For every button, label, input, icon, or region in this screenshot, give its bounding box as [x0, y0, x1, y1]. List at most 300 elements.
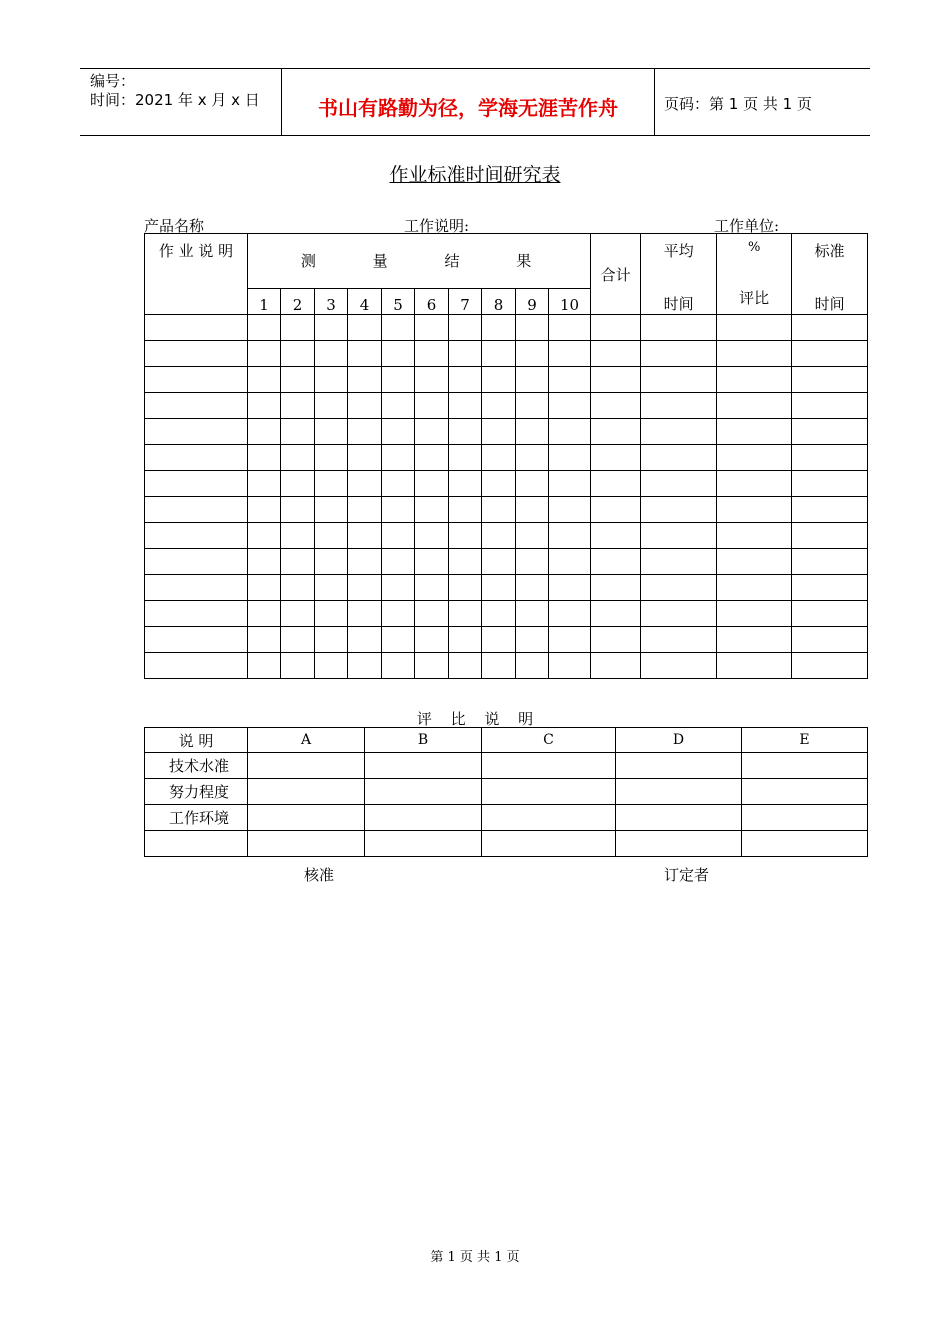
table-cell[interactable]	[641, 523, 717, 549]
table-cell[interactable]	[641, 497, 717, 523]
table-cell[interactable]	[248, 627, 281, 653]
rating-cell[interactable]	[248, 753, 365, 779]
table-cell[interactable]	[482, 315, 516, 341]
table-cell[interactable]	[281, 315, 315, 341]
table-cell[interactable]	[348, 575, 382, 601]
table-cell[interactable]	[315, 653, 348, 679]
header-divider-right	[654, 69, 655, 136]
table-cell[interactable]	[348, 601, 382, 627]
table-cell[interactable]	[315, 419, 348, 445]
table-cell[interactable]	[315, 341, 348, 367]
table-cell[interactable]	[591, 549, 641, 575]
table-cell[interactable]	[591, 341, 641, 367]
table-cell[interactable]	[641, 653, 717, 679]
col-total: 合计	[591, 234, 641, 315]
page-title-text: 作业标准时间研究表	[389, 164, 561, 186]
rating-cell[interactable]	[248, 805, 365, 831]
table-cell[interactable]	[415, 471, 449, 497]
table-cell[interactable]	[549, 445, 591, 471]
table-cell[interactable]	[482, 549, 516, 575]
table-cell[interactable]	[792, 575, 868, 601]
rating-cell[interactable]	[248, 779, 365, 805]
table-cell[interactable]	[415, 315, 449, 341]
product-name-label: 产品名称	[144, 217, 205, 235]
rating-cell[interactable]	[742, 753, 868, 779]
table-cell[interactable]	[549, 367, 591, 393]
table-cell[interactable]	[482, 419, 516, 445]
table-cell[interactable]	[792, 315, 868, 341]
table-cell[interactable]	[641, 445, 717, 471]
page-footer: 第 1 页 共 1 页	[430, 1250, 520, 1265]
rating-cell[interactable]	[365, 805, 482, 831]
table-cell[interactable]	[281, 367, 315, 393]
header-top-rule	[80, 68, 870, 69]
table-cell[interactable]	[792, 445, 868, 471]
table-cell[interactable]	[248, 315, 281, 341]
table-cell[interactable]	[516, 393, 549, 419]
table-cell[interactable]	[641, 315, 717, 341]
motto: 书山有路勤为径，学海无涯苦作舟	[318, 96, 618, 120]
table-cell[interactable]	[792, 471, 868, 497]
table-row	[145, 627, 868, 653]
table-cell[interactable]	[449, 315, 482, 341]
table-cell[interactable]	[145, 445, 248, 471]
table-cell[interactable]	[792, 419, 868, 445]
rating-row	[145, 753, 868, 779]
table-cell[interactable]	[549, 419, 591, 445]
table-cell[interactable]	[591, 601, 641, 627]
rating-section-title	[0, 708, 950, 729]
table-cell[interactable]	[315, 601, 348, 627]
rating-cell[interactable]	[742, 805, 868, 831]
table-cell[interactable]	[315, 627, 348, 653]
table-cell[interactable]	[145, 497, 248, 523]
table-cell[interactable]	[415, 627, 449, 653]
table-cell[interactable]	[717, 627, 792, 653]
table-cell[interactable]	[482, 653, 516, 679]
table-cell[interactable]	[717, 575, 792, 601]
table-cell[interactable]	[415, 575, 449, 601]
table-cell[interactable]	[348, 393, 382, 419]
table-cell[interactable]	[382, 575, 415, 601]
rating-section-title-text: 评 比 说 明	[416, 710, 534, 728]
table-cell[interactable]	[549, 523, 591, 549]
table-row	[145, 315, 868, 341]
table-cell[interactable]	[549, 627, 591, 653]
table-cell[interactable]	[281, 393, 315, 419]
rating-table	[144, 727, 868, 857]
table-cell[interactable]	[516, 523, 549, 549]
table-cell[interactable]	[482, 341, 516, 367]
measurement-number-cell: 10	[549, 288, 591, 314]
table-cell[interactable]	[549, 549, 591, 575]
rating-row	[145, 779, 868, 805]
table-cell[interactable]	[449, 445, 482, 471]
col-rating-percent	[717, 234, 792, 315]
table-cell[interactable]	[641, 549, 717, 575]
table-cell[interactable]	[348, 445, 382, 471]
table-cell[interactable]	[641, 419, 717, 445]
table-cell[interactable]	[348, 419, 382, 445]
table-cell[interactable]	[591, 523, 641, 549]
table-cell[interactable]	[315, 471, 348, 497]
table-cell[interactable]	[591, 627, 641, 653]
table-cell[interactable]	[281, 653, 315, 679]
page-indicator: 页码：第 1 页 共 1 页	[664, 95, 812, 113]
header-bottom-rule	[80, 135, 870, 136]
table-cell[interactable]	[315, 549, 348, 575]
table-row	[145, 549, 868, 575]
table-cell[interactable]	[516, 653, 549, 679]
table-cell[interactable]	[348, 549, 382, 575]
table-cell[interactable]	[516, 627, 549, 653]
table-cell[interactable]	[145, 627, 248, 653]
table-cell[interactable]	[248, 445, 281, 471]
table-row	[145, 419, 868, 445]
measurement-number-cell: 7	[449, 288, 482, 314]
table-cell[interactable]	[281, 445, 315, 471]
table-cell[interactable]	[248, 367, 281, 393]
measurement-number-cell: 4	[348, 288, 382, 314]
table-cell[interactable]	[591, 653, 641, 679]
time-label: 时间	[663, 295, 694, 313]
table-cell[interactable]	[382, 341, 415, 367]
table-cell[interactable]	[248, 549, 281, 575]
table-cell[interactable]	[145, 523, 248, 549]
table-cell[interactable]	[549, 575, 591, 601]
rating-cell[interactable]	[616, 831, 742, 857]
table-cell[interactable]	[641, 341, 717, 367]
table-cell[interactable]	[549, 341, 591, 367]
col-standard-time	[792, 234, 868, 315]
table-cell[interactable]	[591, 471, 641, 497]
rating-row	[145, 805, 868, 831]
measurement-number-cell: 3	[315, 288, 348, 314]
table-cell[interactable]	[348, 497, 382, 523]
table-cell[interactable]	[516, 341, 549, 367]
measurement-number-cell: 9	[516, 288, 549, 314]
table-cell[interactable]	[315, 523, 348, 549]
table-cell[interactable]	[248, 601, 281, 627]
rating-cell[interactable]	[616, 753, 742, 779]
rating-row-label: 技术水准	[145, 753, 248, 779]
table-cell[interactable]	[382, 601, 415, 627]
table-cell[interactable]	[281, 549, 315, 575]
table-cell[interactable]	[145, 419, 248, 445]
table-cell[interactable]	[717, 315, 792, 341]
table-cell[interactable]	[382, 419, 415, 445]
table-cell[interactable]	[549, 471, 591, 497]
table-cell[interactable]	[382, 315, 415, 341]
table-cell[interactable]	[516, 575, 549, 601]
table-cell[interactable]	[792, 601, 868, 627]
table-cell[interactable]	[717, 393, 792, 419]
rating-header-row	[145, 728, 868, 753]
table-cell[interactable]	[145, 601, 248, 627]
col-operation-description: 作 业 说 明	[145, 234, 248, 315]
table-cell[interactable]	[449, 575, 482, 601]
table-cell[interactable]	[516, 445, 549, 471]
table-cell[interactable]	[348, 341, 382, 367]
col-average-time	[641, 234, 717, 315]
table-cell[interactable]	[348, 627, 382, 653]
table-cell[interactable]	[792, 549, 868, 575]
document-date: 时间：2021 年 x 月 x 日	[90, 91, 260, 109]
table-cell[interactable]	[415, 445, 449, 471]
table-cell[interactable]	[348, 315, 382, 341]
table-cell[interactable]	[145, 341, 248, 367]
table-cell[interactable]	[382, 497, 415, 523]
table-cell[interactable]	[281, 341, 315, 367]
table-row	[145, 497, 868, 523]
table-cell[interactable]	[315, 315, 348, 341]
time-study-table	[144, 233, 868, 679]
table-cell[interactable]	[315, 575, 348, 601]
table-cell[interactable]	[348, 523, 382, 549]
rating-cell[interactable]	[482, 805, 616, 831]
table-cell[interactable]	[382, 627, 415, 653]
table-cell[interactable]	[415, 497, 449, 523]
table-cell[interactable]	[717, 367, 792, 393]
table-cell[interactable]	[717, 653, 792, 679]
table-cell[interactable]	[382, 445, 415, 471]
table-cell[interactable]	[449, 471, 482, 497]
table-cell[interactable]	[449, 367, 482, 393]
rating-cell[interactable]	[742, 831, 868, 857]
measurement-number-cell: 6	[415, 288, 449, 314]
table-cell[interactable]	[281, 419, 315, 445]
rating-cell[interactable]	[616, 779, 742, 805]
table-cell[interactable]	[516, 367, 549, 393]
rating-row-label: 努力程度	[145, 779, 248, 805]
table-cell[interactable]	[591, 575, 641, 601]
document-number: 编号：	[90, 72, 136, 90]
table-cell[interactable]	[281, 497, 315, 523]
table-cell[interactable]	[591, 445, 641, 471]
table-cell[interactable]	[717, 419, 792, 445]
rating-row-label	[145, 831, 248, 857]
table-cell[interactable]	[549, 601, 591, 627]
std-time-label: 时间	[814, 295, 845, 313]
table-cell[interactable]	[382, 471, 415, 497]
table-cell[interactable]	[248, 341, 281, 367]
measurement-results-label: 测 量 结 果	[300, 252, 538, 271]
table-cell[interactable]	[717, 445, 792, 471]
table-cell[interactable]	[382, 523, 415, 549]
table-cell[interactable]	[482, 367, 516, 393]
table-cell[interactable]	[382, 393, 415, 419]
table-cell[interactable]	[792, 367, 868, 393]
table-cell[interactable]	[449, 601, 482, 627]
table-cell[interactable]	[281, 601, 315, 627]
table-cell[interactable]	[641, 575, 717, 601]
rating-label: 评比	[739, 289, 770, 307]
table-cell[interactable]	[717, 549, 792, 575]
table-cell[interactable]	[145, 575, 248, 601]
table-cell[interactable]	[248, 393, 281, 419]
table-cell[interactable]	[281, 523, 315, 549]
rating-grade-header: B	[365, 728, 482, 753]
table-row	[145, 523, 868, 549]
table-cell[interactable]	[792, 653, 868, 679]
table-cell[interactable]	[348, 367, 382, 393]
table-cell[interactable]	[482, 497, 516, 523]
table-cell[interactable]	[315, 497, 348, 523]
table-cell[interactable]	[281, 471, 315, 497]
table-cell[interactable]	[792, 393, 868, 419]
table-row	[145, 575, 868, 601]
table-cell[interactable]	[449, 549, 482, 575]
rating-cell[interactable]	[365, 779, 482, 805]
table-row	[145, 393, 868, 419]
table-row	[145, 653, 868, 679]
table-cell[interactable]	[641, 471, 717, 497]
table-cell[interactable]	[145, 471, 248, 497]
table-cell[interactable]	[449, 523, 482, 549]
table-cell[interactable]	[449, 627, 482, 653]
approve-label: 核准	[304, 866, 335, 884]
table-cell[interactable]	[145, 653, 248, 679]
table-cell[interactable]	[641, 367, 717, 393]
table-cell[interactable]	[415, 341, 449, 367]
table-cell[interactable]	[792, 341, 868, 367]
table-cell[interactable]	[248, 653, 281, 679]
col-measurement-results	[248, 234, 591, 289]
table-cell[interactable]	[248, 471, 281, 497]
table-row	[145, 341, 868, 367]
table-row	[145, 367, 868, 393]
table-cell[interactable]	[415, 523, 449, 549]
table-cell[interactable]	[591, 419, 641, 445]
table-cell[interactable]	[516, 549, 549, 575]
table-cell[interactable]	[248, 575, 281, 601]
table-cell[interactable]	[549, 315, 591, 341]
table-row	[145, 601, 868, 627]
table-cell[interactable]	[516, 601, 549, 627]
measurement-number-cell: 1	[248, 288, 281, 314]
average-label: 平均	[663, 242, 694, 260]
rating-grade-header: D	[616, 728, 742, 753]
table-cell[interactable]	[248, 419, 281, 445]
rating-cell[interactable]	[482, 753, 616, 779]
rating-cell[interactable]	[482, 779, 616, 805]
table-cell[interactable]	[281, 627, 315, 653]
table-cell[interactable]	[248, 497, 281, 523]
work-unit-label: 工作单位:	[714, 217, 780, 235]
table-cell[interactable]	[516, 315, 549, 341]
table-cell[interactable]	[549, 497, 591, 523]
author-label: 订定者	[664, 866, 710, 884]
table-cell[interactable]	[516, 471, 549, 497]
table-cell[interactable]	[516, 497, 549, 523]
table-cell[interactable]	[717, 471, 792, 497]
table-cell[interactable]	[145, 315, 248, 341]
table-cell[interactable]	[449, 419, 482, 445]
table-cell[interactable]	[591, 367, 641, 393]
rating-cell[interactable]	[482, 831, 616, 857]
table-cell[interactable]	[415, 601, 449, 627]
table-cell[interactable]	[248, 523, 281, 549]
table-cell[interactable]	[482, 627, 516, 653]
table-cell[interactable]	[482, 523, 516, 549]
table-cell[interactable]	[591, 315, 641, 341]
table-cell[interactable]	[415, 419, 449, 445]
table-cell[interactable]	[717, 601, 792, 627]
table-cell[interactable]	[549, 393, 591, 419]
rating-grade-header: E	[742, 728, 868, 753]
table-cell[interactable]	[382, 549, 415, 575]
table-cell[interactable]	[449, 393, 482, 419]
table-cell[interactable]	[415, 549, 449, 575]
table-cell[interactable]	[315, 367, 348, 393]
standard-label: 标准	[814, 242, 845, 260]
rating-cell[interactable]	[365, 831, 482, 857]
measurement-number-cell: 5	[382, 288, 415, 314]
table-cell[interactable]	[449, 653, 482, 679]
table-cell[interactable]	[482, 471, 516, 497]
table-cell[interactable]	[717, 341, 792, 367]
table-cell[interactable]	[482, 575, 516, 601]
table-cell[interactable]	[145, 549, 248, 575]
table-cell[interactable]	[641, 393, 717, 419]
table-cell[interactable]	[516, 419, 549, 445]
table-cell[interactable]	[482, 601, 516, 627]
rating-cell[interactable]	[248, 831, 365, 857]
table-cell[interactable]	[348, 653, 382, 679]
work-description-label: 工作说明:	[404, 217, 470, 235]
table-cell[interactable]	[482, 445, 516, 471]
table-cell[interactable]	[591, 393, 641, 419]
table-cell[interactable]	[315, 445, 348, 471]
table-cell[interactable]	[382, 367, 415, 393]
table-cell[interactable]	[641, 601, 717, 627]
table-cell[interactable]	[792, 497, 868, 523]
rating-cell[interactable]	[616, 805, 742, 831]
table-cell[interactable]	[591, 497, 641, 523]
rating-row	[145, 831, 868, 857]
measurement-number-cell: 2	[281, 288, 315, 314]
table-cell[interactable]	[449, 341, 482, 367]
table-cell[interactable]	[641, 627, 717, 653]
table-cell[interactable]	[415, 653, 449, 679]
rating-cell[interactable]	[365, 753, 482, 779]
table-cell[interactable]	[415, 393, 449, 419]
rating-header-label: 说 明	[145, 728, 248, 753]
table-cell[interactable]	[549, 653, 591, 679]
table-cell[interactable]	[281, 575, 315, 601]
table-cell[interactable]	[449, 497, 482, 523]
rating-cell[interactable]	[742, 779, 868, 805]
table-cell[interactable]	[792, 627, 868, 653]
page-title	[0, 160, 950, 187]
table-row	[145, 445, 868, 471]
table-cell[interactable]	[382, 653, 415, 679]
table-cell[interactable]	[348, 471, 382, 497]
table-cell[interactable]	[717, 523, 792, 549]
table-cell[interactable]	[482, 393, 516, 419]
rating-grade-header: C	[482, 728, 616, 753]
table-cell[interactable]	[315, 393, 348, 419]
percent-label: %	[747, 240, 761, 255]
table-cell[interactable]	[415, 367, 449, 393]
table-cell[interactable]	[145, 367, 248, 393]
rating-grade-header: A	[248, 728, 365, 753]
table-cell[interactable]	[792, 523, 868, 549]
table-cell[interactable]	[145, 393, 248, 419]
table-cell[interactable]	[717, 497, 792, 523]
measurement-number-cell: 8	[482, 288, 516, 314]
table-row	[145, 471, 868, 497]
